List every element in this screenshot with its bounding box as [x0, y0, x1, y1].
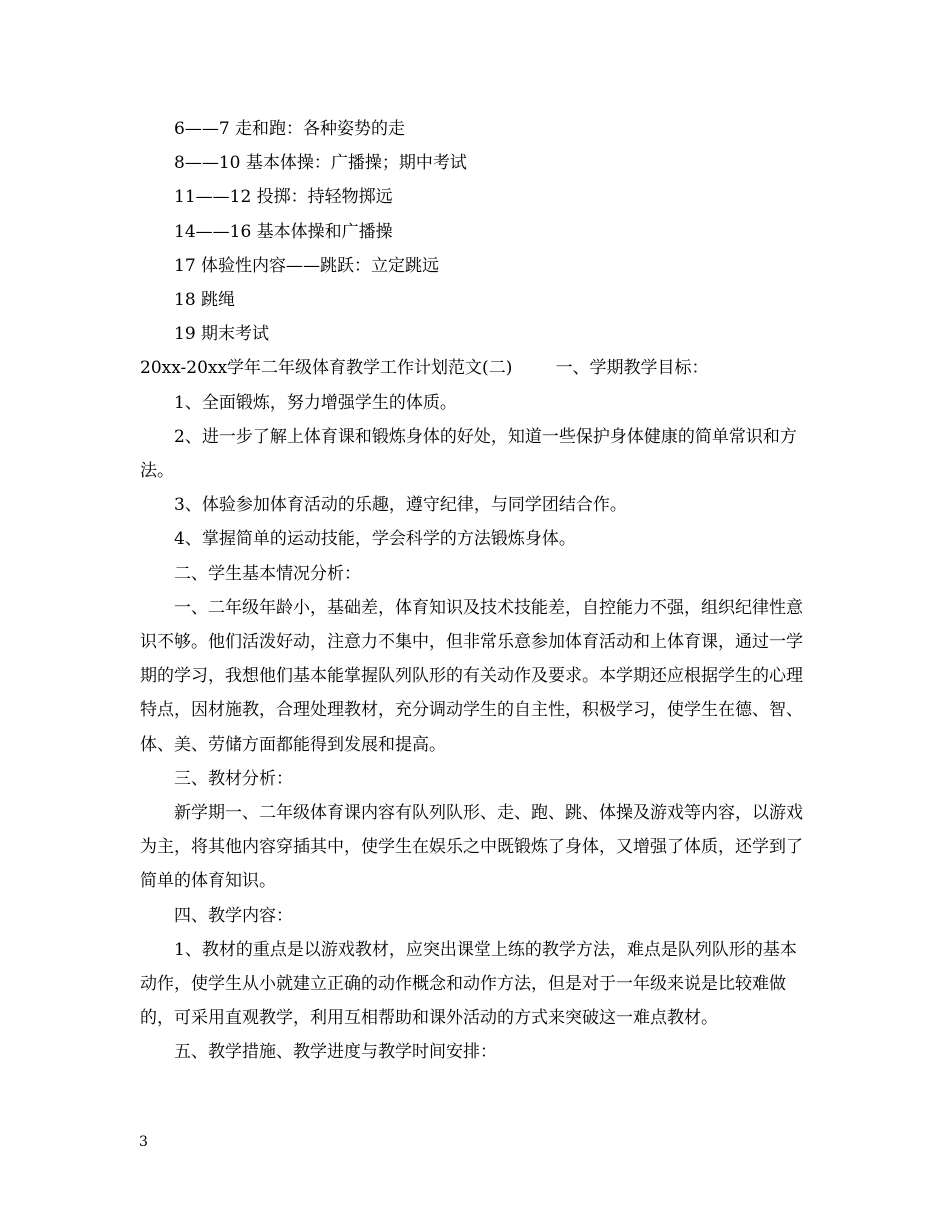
paragraph: 一、二年级年龄小，基础差，体育知识及技术技能差，自控能力不强，组织纪律性意识不够。他们活泼好动，注意力不集中，但非常乐意参加体育活动和上体育课，通过一学期的学习，我想他们基本能掌握队列队形的有关动作及要求。本学期还应根据学生的心理特点，因材施教，合理处理教材，充分调动学生的自主性，积极学习，使学生在德、智、体、美、劳储方面都能得到发展和提高。	[140, 597, 803, 755]
section-heading: 四、教学内容：	[174, 905, 293, 926]
section-heading: 五、教学措施、教学进度与教学时间安排：	[174, 1042, 497, 1063]
section-heading: 一、学期教学目标：	[555, 358, 709, 379]
schedule-item: 8——10 基本体操：广播操；期中考试	[174, 153, 467, 174]
section-heading: 三、教材分析：	[174, 768, 293, 789]
paragraph: 1、教材的重点是以游戏教材，应突出课堂上练的教学方法，难点是队列队形的基本动作，使学生从小就建立正确的动作概念和动作方法，但是对于一年级来说是比较难做的，可采用直观教学，利用互相帮助和课外活动的方式来突破这一难点教材。	[140, 939, 797, 1029]
page-number: 3	[139, 1134, 148, 1150]
goal-item: 2、进一步了解上体育课和锻炼身体的好处，知道一些保护身体健康的简单常识和方法。	[140, 426, 797, 482]
schedule-item: 19 期末考试	[174, 324, 270, 345]
document-body	[140, 112, 812, 1070]
document-title: 20xx-20xx学年二年级体育教学工作计划范文(二)	[140, 358, 513, 379]
schedule-item: 6——7 走和跑：各种姿势的走	[174, 119, 406, 139]
title-line	[140, 351, 812, 385]
schedule-item: 17 体验性内容——跳跃：立定跳远	[174, 255, 440, 276]
schedule-item: 11——12 投掷：持轻物掷远	[174, 187, 393, 208]
schedule-item: 14——16 基本体操和广播操	[174, 221, 393, 242]
goal-item: 1、全面锻炼，努力增强学生的体质。	[174, 392, 457, 413]
section-heading: 二、学生基本情况分析：	[174, 563, 361, 584]
schedule-item: 18 跳绳	[174, 290, 236, 311]
goal-item: 3、体验参加体育活动的乐趣，遵守纪律，与同学团结合作。	[174, 495, 627, 516]
goal-item: 4、掌握简单的运动技能，学会科学的方法锻炼身体。	[174, 529, 576, 550]
paragraph: 新学期一、二年级体育课内容有队列队形、走、跑、跳、体操及游戏等内容，以游戏为主，将其他内容穿插其中，使学生在娱乐之中既锻炼了身体，又增强了体质，还学到了简单的体育知识。	[140, 803, 803, 892]
